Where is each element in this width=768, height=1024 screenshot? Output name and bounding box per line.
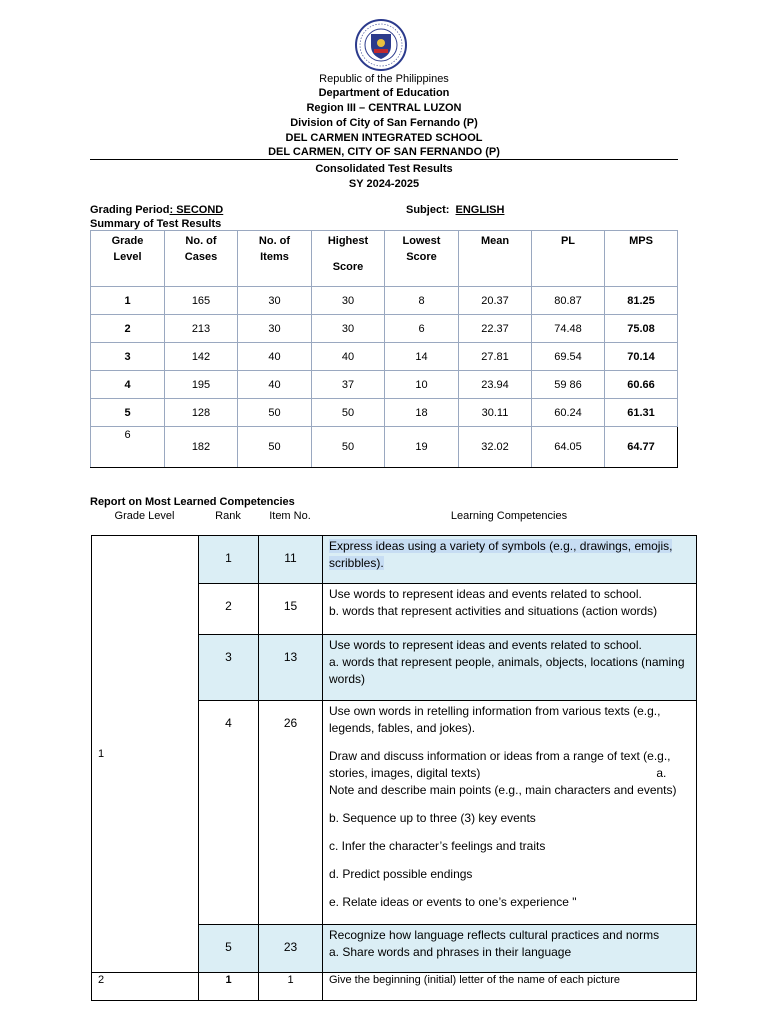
cell-items: 30 [238, 287, 312, 315]
cell-highest: 37 [312, 371, 385, 399]
cell-mps: 75.08 [605, 315, 678, 343]
cell-pl: 60.24 [532, 399, 605, 427]
item-no-cell: 26 [259, 701, 323, 925]
cell-lowest: 10 [385, 371, 459, 399]
table-row [91, 427, 678, 468]
col-header-item-no: Item No. [269, 510, 311, 522]
grading-period-label: Grading Period [90, 204, 170, 216]
competency-text: Use words to represent ideas and events related to school. [329, 638, 642, 652]
cell-grade: 6 [91, 427, 165, 468]
rank-cell: 5 [199, 925, 259, 973]
competencies-table [91, 535, 697, 1001]
deped-seal-logo [348, 18, 414, 72]
rank-cell: 2 [199, 584, 259, 635]
competency-text: Draw and discuss information or ideas from a range of text (e.g., stories, images, digital texts) a. [329, 749, 671, 780]
cell-lowest: 8 [385, 287, 459, 315]
cell-lowest: 6 [385, 315, 459, 343]
cell-pl: 59 86 [532, 371, 605, 399]
rank-cell: 4 [199, 701, 259, 925]
header-line-address: DEL CARMEN, CITY OF SAN FERNANDO (P) [268, 146, 500, 158]
competency-cell [323, 925, 697, 973]
table-row [92, 973, 697, 1001]
cell-cases: 165 [165, 287, 238, 315]
cell-items: 40 [238, 371, 312, 399]
cell-highest: 30 [312, 287, 385, 315]
grade-level-cell: 1 [92, 536, 199, 973]
cell-mean: 20.37 [459, 287, 532, 315]
cell-cases: 128 [165, 399, 238, 427]
header-mean: Mean [459, 231, 532, 287]
cell-lowest: 18 [385, 399, 459, 427]
grading-period-value: : SECOND [169, 204, 224, 216]
cell-lowest: 14 [385, 343, 459, 371]
competency-text: Use own words in retelling information from various texts (e.g., legends, fables, and jokes). [329, 704, 661, 735]
competency-subtext: Note and describe main points (e.g., main characters and events) [329, 783, 677, 797]
table-row [91, 371, 678, 399]
cell-pl: 80.87 [532, 287, 605, 315]
competency-subtext: d. Predict possible endings [329, 867, 473, 881]
cell-pl: 64.05 [532, 427, 605, 468]
competency-cell [323, 536, 697, 584]
header-line-school: DEL CARMEN INTEGRATED SCHOOL [285, 132, 483, 144]
cell-cases: 213 [165, 315, 238, 343]
cell-cases: 182 [165, 427, 238, 468]
school-year: SY 2024-2025 [348, 178, 420, 190]
header-pl: PL [532, 231, 605, 287]
col-header-grade-level: Grade Level [114, 510, 175, 522]
col-header-rank: Rank [215, 510, 241, 522]
cell-highest: 50 [312, 427, 385, 468]
header-lowest-score: Lowest Score [385, 231, 459, 287]
competency-subtext: b. Sequence up to three (3) key events [329, 811, 536, 825]
cell-mps: 70.14 [605, 343, 678, 371]
header-line-republic: Republic of the Philippines [319, 73, 449, 85]
rank-cell: 3 [199, 635, 259, 701]
cell-items: 40 [238, 343, 312, 371]
competency-cell [323, 584, 697, 635]
item-no-cell: 13 [259, 635, 323, 701]
subject [406, 204, 504, 216]
cell-items: 50 [238, 427, 312, 468]
cell-cases: 142 [165, 343, 238, 371]
cell-pl: 74.48 [532, 315, 605, 343]
subject-value: ENGLISH [455, 204, 505, 216]
header-divider [90, 159, 678, 160]
cell-grade: 5 [91, 399, 165, 427]
cell-mean: 22.37 [459, 315, 532, 343]
cell-mps: 64.77 [605, 427, 678, 468]
cell-pl: 69.54 [532, 343, 605, 371]
cell-grade: 2 [91, 315, 165, 343]
competency-cell: Give the beginning (initial) letter of the name of each picture [323, 973, 697, 1001]
competency-cell [323, 701, 697, 925]
header-mps: MPS [605, 231, 678, 287]
cell-highest: 40 [312, 343, 385, 371]
competency-subtext: b. words that represent activities and situations (action words) [329, 604, 658, 618]
competency-subtext: c. Infer the character’s feelings and traits [329, 839, 546, 853]
competency-subtext: a. Share words and phrases in their language [329, 945, 572, 959]
document-title: Consolidated Test Results [315, 163, 453, 175]
competency-subtext: e. Relate ideas or events to one’s experience " [329, 895, 577, 909]
cell-mean: 30.11 [459, 399, 532, 427]
cell-mean: 23.94 [459, 371, 532, 399]
cell-grade: 4 [91, 371, 165, 399]
summary-header-row [91, 231, 678, 287]
table-row [91, 287, 678, 315]
table-row [91, 315, 678, 343]
competency-text: Express ideas using a variety of symbols (e.g., drawings, emojis, scribbles). [329, 539, 673, 570]
cell-mean: 27.81 [459, 343, 532, 371]
cell-cases: 195 [165, 371, 238, 399]
report-title: Report on Most Learned Competencies [90, 496, 295, 508]
item-no-cell: 1 [259, 973, 323, 1001]
header-grade-level: Grade Level [91, 231, 165, 287]
rank-cell: 1 [199, 536, 259, 584]
cell-items: 30 [238, 315, 312, 343]
header-line-region: Region III – CENTRAL LUZON [306, 102, 462, 114]
header-highest-score: Highest Score [312, 231, 385, 287]
rank-cell: 1 [199, 973, 259, 1001]
subject-label: Subject: [406, 204, 450, 216]
competency-cell [323, 635, 697, 701]
summary-title: Summary of Test Results [90, 218, 222, 230]
header-line-division: Division of City of San Fernando (P) [290, 117, 478, 129]
item-no-cell: 11 [259, 536, 323, 584]
cell-mps: 81.25 [605, 287, 678, 315]
competency-subtext: a. words that represent people, animals, objects, locations (naming words) [329, 655, 685, 686]
summary-table [90, 230, 678, 468]
cell-mps: 61.31 [605, 399, 678, 427]
header-no-of-items: No. of Items [238, 231, 312, 287]
grade-level-cell: 2 [92, 973, 199, 1001]
cell-lowest: 19 [385, 427, 459, 468]
competency-text: Recognize how language reflects cultural practices and norms [329, 928, 660, 942]
header-line-department: Department of Education [318, 87, 450, 99]
cell-grade: 3 [91, 343, 165, 371]
table-row [91, 343, 678, 371]
col-header-learning-competencies: Learning Competencies [450, 510, 568, 522]
item-no-cell: 15 [259, 584, 323, 635]
item-no-cell: 23 [259, 925, 323, 973]
cell-mean: 32.02 [459, 427, 532, 468]
table-row [92, 536, 697, 584]
competency-text: Use words to represent ideas and events related to school. [329, 587, 642, 601]
cell-highest: 50 [312, 399, 385, 427]
header-no-of-cases: No. of Cases [165, 231, 238, 287]
grading-period [90, 204, 223, 216]
cell-mps: 60.66 [605, 371, 678, 399]
cell-grade: 1 [91, 287, 165, 315]
cell-highest: 30 [312, 315, 385, 343]
cell-items: 50 [238, 399, 312, 427]
table-row [91, 399, 678, 427]
